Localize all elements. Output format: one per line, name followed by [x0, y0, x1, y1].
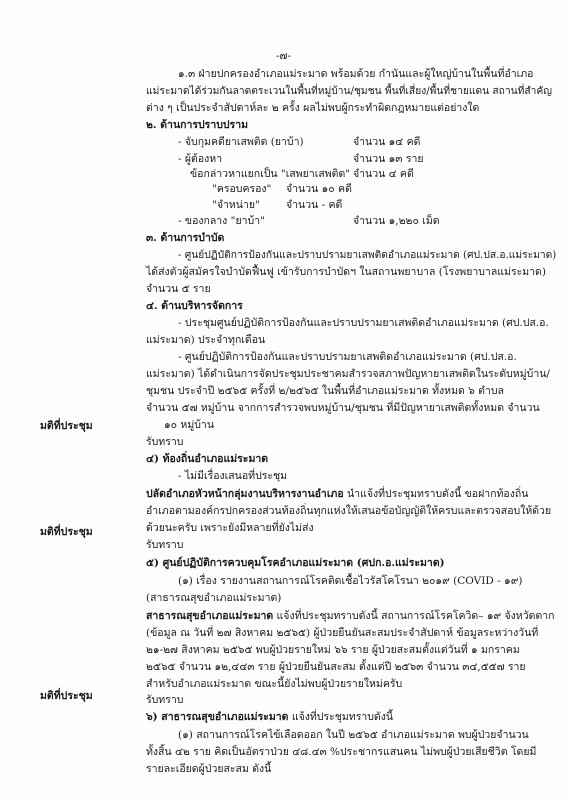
agenda-6-para-line-1: (๑) สถานการณ์โรคไข้เลือดออก ในปี ๒๕๖๕ อำเภอแม่ระมาด พบผู้ป่วยจำนวน [178, 729, 529, 741]
agenda-6-para-line-2: ทั้งสิ้น ๔๒ ราย คิดเป็นอัตราป่วย ๔๘.๔๓ %ประชากรแสนคน ไม่พบผู้ป่วยเสียชีวิต โดยมี [146, 746, 537, 758]
resolution-label-1: มติที่ประชุม [40, 420, 93, 432]
agenda-4-para-line-3: ด้วยนะครับ เพราะยังมีหลายที่ยังไม่ส่ง [146, 522, 314, 534]
agenda-4-para-rest: นำแจ้งที่ประชุมทราบดังนี้ ขอฝากท้องถิ่น [343, 488, 529, 500]
acknowledged-1: รับทราบ [146, 436, 184, 448]
resolution-label-3: มติที่ประชุม [40, 690, 93, 702]
section-3-heading: ๓. ด้านการบำบัด [146, 232, 225, 244]
evidence-label: - ของกลาง "ยาบ้า" [178, 215, 265, 227]
agenda-6-heading: ๖) สาธารณสุขอำเภอแม่ระมาด [146, 711, 289, 723]
agenda-4-heading: ๔) ท้องถิ่นอำเภอแม่ระมาด [146, 453, 269, 465]
page-number: -๗- [276, 50, 291, 62]
section-4-a-line-2: แม่ระมาด) ประจำทุกเดือน [146, 334, 266, 346]
agenda-5-para-line-1 [146, 610, 555, 623]
para-1-3-line-3: ต่าง ๆ เป็นประจำสัปดาห์ละ ๒ ครั้ง ผลไม่พบผู้กระทำผิดกฎหมายแต่อย่างใด [146, 102, 480, 114]
agenda-6-heading-rest: แจ้งที่ประชุมทราบดังนี้ [288, 711, 394, 723]
section-4-a-line-1: - ประชุมศูนย์ปฏิบัติการป้องกันและปราบปรามยาเสพติดอำเภอแม่ระมาด (ศป.ปส.อ. [178, 317, 549, 329]
agenda-5-heading: ๕) ศูนย์ปฏิบัติการควบคุมโรคอำเภอแม่ระมาด (ศปก.อ.แม่ระมาด) [146, 557, 445, 569]
section-3-line-3: จำนวน ๕ ราย [146, 283, 211, 295]
charge-possess-label: "ครอบครอง" [212, 183, 272, 195]
suspects-label: - ผู้ต้องหา [178, 153, 223, 165]
charge-use-label: ข้อกล่าวหาแยกเป็น "เสพยาเสพติด" [190, 168, 351, 180]
charge-possess-value: จำนวน ๑๐ คดี [286, 183, 352, 195]
agenda-5-para-rest: แจ้งที่ประชุมทราบดังนี้ สถานการณ์โรคโควิด– ๑๙ จังหวัดตาก [273, 610, 555, 622]
agenda-4-para-line-1 [146, 488, 528, 501]
agenda-4-none: - ไม่มีเรื่องเสนอที่ประชุม [178, 470, 288, 482]
evidence-value: จำนวน ๑,๒๒๐ เม็ด [353, 215, 440, 227]
agenda-4-speaker: ปลัดอำเภอหัวหน้ากลุ่มงานบริหารงานอำเภอ [146, 488, 344, 500]
agenda-5-sub: (สาธารณสุขอำเภอแม่ระมาด) [146, 592, 282, 604]
agenda-5-para-line-4: ๒๕๖๕ จำนวน ๑๒,๔๔๓ ราย ผู้ป่วยยืนยันสะสม ตั้งแต่ปี ๒๕๖๓ จำนวน ๓๔,๕๕๗ ราย [146, 661, 526, 673]
charge-use-value: จำนวน ๔ คดี [353, 168, 414, 180]
section-4-b-line-4: จำนวน ๕๗ หมู่บ้าน จากการสำรวจพบหมู่บ้าน/ชุมชน ที่มีปัญหายาเสพติดทั้งหมด จำนวน [146, 402, 540, 414]
agenda-5-speaker: สาธารณสุขอำเภอแม่ระมาด [146, 610, 274, 622]
section-4-b-line-2: แม่ระมาด) ได้ดำเนินการจัดประชุมประชาคมสำรวจสภาพปัญหายาเสพติดในระดับหมู่บ้าน/ [146, 368, 550, 380]
resolution-label-2: มติที่ประชุม [40, 526, 93, 538]
agenda-5-para-line-5: สำหรับอำเภอแม่ระมาด ขณะนี้ยังไม่พบผู้ป่วยรายใหม่ครับ [146, 678, 403, 690]
arrest-value: จำนวน ๑๔ คดี [353, 136, 421, 148]
section-4-heading: ๔. ด้านบริหารจัดการ [146, 300, 243, 312]
charge-sell-value: จำนวน - คดี [286, 199, 343, 211]
charge-sell-label: "จำหน่าย" [212, 199, 260, 211]
acknowledged-3: รับทราบ [146, 694, 184, 706]
para-1-3-line-1: ๑.๓ ฝ่ายปกครองอำเภอแม่ระมาด พร้อมด้วย กำนันและผู้ใหญ่บ้านในพื้นที่อำเภอ [178, 68, 534, 80]
agenda-4-para-line-2: อำเภอตามองค์กรปกครองส่วนท้องถิ่นทุกแห่งให้เสนอข้อบัญญัติให้ครบและตรวจสอบให้ด้วย [146, 505, 552, 517]
agenda-5-para-line-2: (ข้อมูล ณ วันที่ ๒๗ สิงหาคม ๒๕๖๕) ผู้ป่วยยืนยันสะสมประจำสัปดาห์ ข้อมูลระหว่างวันที่ [146, 627, 539, 639]
agenda-5-para-line-3: ๒๑-๒๗ สิงหาคม ๒๕๖๕ พบผู้ป่วยรายใหม่ ๖๖ ราย ผู้ป่วยสะสมตั้งแต่วันที่ ๑ มกราคม [146, 644, 520, 656]
acknowledged-2: รับทราบ [146, 539, 184, 551]
section-2-heading: ๒. ด้านการปราบปราม [146, 119, 249, 131]
section-3-line-1: - ศูนย์ปฏิบัติการป้องกันและปราบปรามยาเสพติดอำเภอแม่ระมาด (ศป.ปส.อ.แม่ระมาด) [178, 249, 557, 261]
agenda-6-heading-line [146, 711, 393, 724]
agenda-5-item-1: (๑) เรื่อง รายงานสถานการณ์โรคติดเชื้อไวรัสโคโรนา ๒๐๑๙ (COVID - ๑๙) [178, 575, 523, 587]
suspects-value: จำนวน ๑๓ ราย [353, 153, 424, 165]
arrest-label: - จับกุมคดียาเสพติด (ยาบ้า) [178, 136, 304, 148]
section-4-b-line-1: - ศูนย์ปฏิบัติการป้องกันและปราบปรามยาเสพติดอำเภอแม่ระมาด (ศป.ปส.อ. [178, 351, 517, 363]
section-3-line-2: ได้ส่งตัวผู้สมัครใจบำบัดฟื้นฟู เข้ารับการบำบัดฯ ในสถานพยาบาล (โรงพยาบาลแม่ระมาด) [146, 266, 546, 278]
para-1-3-line-2: แม่ระมาดได้ร่วมกันลาดตระเวนในพื้นที่หมู่บ้าน/ชุมชน พื้นที่เสี่ยง/พื้นที่ชายแดน สถานที่สำคัญ [146, 85, 553, 97]
section-4-b-line-3: ชุมชน ประจำปี ๒๕๖๕ ครั้งที่ ๒/๒๕๖๕ ในพื้นที่อำเภอแม่ระมาด ทั้งหมด ๖ ตำบล [146, 385, 504, 397]
section-4-b-line-5: ๑๐ หมู่บ้าน [164, 419, 214, 431]
agenda-6-para-line-3: รายละเอียดผู้ป่วยสะสม ดังนี้ [146, 763, 272, 775]
